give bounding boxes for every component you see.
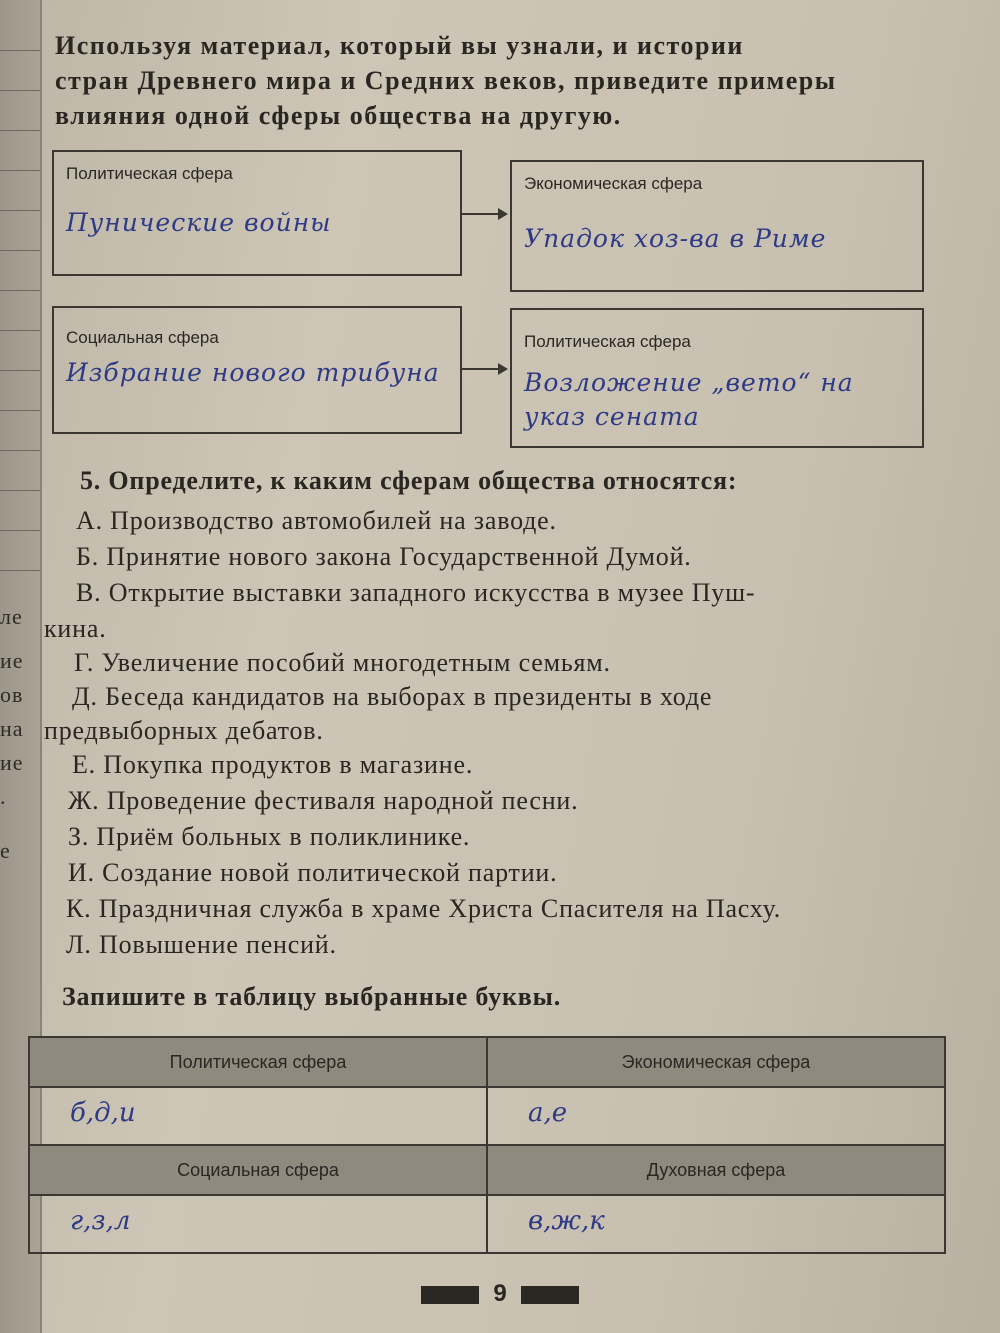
- question-5-title: 5. Определите, к каким сферам общества относятся:: [80, 466, 738, 495]
- question-item: предвыборных дебатов.: [44, 716, 324, 745]
- handwritten-answer: а,е: [528, 1098, 568, 1128]
- page-bar-left: [421, 1286, 479, 1304]
- sphere-box-economic: [510, 160, 924, 292]
- margin-word: ие: [0, 648, 24, 673]
- question-item: кина.: [44, 614, 107, 643]
- handwritten-answer: б,д,и: [70, 1098, 136, 1128]
- table-cell-economic[interactable]: [487, 1087, 945, 1145]
- question-item: Б. Принятие нового закона Государственной Думой.: [76, 542, 692, 571]
- task-line: Используя материал, который вы узнали, и истории: [55, 31, 744, 60]
- table-header-social: Социальная сфера: [29, 1145, 487, 1195]
- task-line: влияния одной сферы общества на другую.: [55, 101, 622, 130]
- question-item: Л. Повышение пенсий.: [66, 930, 337, 959]
- page-bar-right: [521, 1286, 579, 1304]
- margin-word: ие: [0, 750, 24, 775]
- arrow-right-icon: [460, 368, 506, 370]
- question-item: Г. Увеличение пособий многодетным семьям.: [74, 648, 611, 677]
- table-header-economic: Экономическая сфера: [487, 1037, 945, 1087]
- sphere-box-political-1: [52, 150, 462, 276]
- handwritten-answer: г,з,л: [70, 1206, 131, 1236]
- handwritten-answer: Упадок хоз-ва в Риме: [524, 224, 827, 253]
- box-label: Политическая сфера: [66, 164, 233, 183]
- margin-word: ов: [0, 682, 24, 707]
- handwritten-answer: в,ж,к: [528, 1206, 605, 1236]
- margin-word: ле: [0, 604, 23, 629]
- margin-word: на: [0, 716, 24, 741]
- question-item: В. Открытие выставки западного искусства в музее Пуш-: [76, 578, 756, 607]
- box-label: Экономическая сфера: [524, 174, 703, 193]
- box-label: Политическая сфера: [524, 332, 691, 351]
- question-item: А. Производство автомобилей на заводе.: [76, 506, 557, 535]
- question-item: Е. Покупка продуктов в магазине.: [72, 750, 474, 779]
- answer-table: [28, 1036, 946, 1254]
- question-item: Д. Беседа кандидатов на выборах в президенты в ходе: [72, 682, 713, 711]
- handwritten-answer: Возложение „вето“ на: [524, 368, 854, 397]
- sphere-box-political-2: [510, 308, 924, 448]
- table-cell-political[interactable]: [29, 1087, 487, 1145]
- table-header-political: Политическая сфера: [29, 1037, 487, 1087]
- table-header-spiritual: Духовная сфера: [487, 1145, 945, 1195]
- page-number-text: 9: [493, 1280, 507, 1307]
- table-cell-social[interactable]: [29, 1195, 487, 1253]
- question-item: З. Приём больных в поликлинике.: [68, 822, 471, 851]
- handwritten-answer: Избрание нового трибуна: [66, 358, 440, 387]
- task-instructions: [55, 28, 935, 133]
- page-number: [0, 1280, 1000, 1308]
- task-line: стран Древнего мира и Средних веков, приведите примеры: [55, 66, 837, 95]
- box-label: Социальная сфера: [66, 328, 219, 347]
- question-item: И. Создание новой политической партии.: [68, 858, 558, 887]
- handwritten-answer: указ сената: [524, 402, 700, 431]
- sphere-box-social: [52, 306, 462, 434]
- handwritten-answer: Пунические войны: [66, 208, 332, 237]
- question-item: Ж. Проведение фестиваля народной песни.: [68, 786, 579, 815]
- question-item: К. Праздничная служба в храме Христа Спасителя на Пасху.: [66, 894, 782, 923]
- margin-word: .: [0, 784, 7, 809]
- arrow-right-icon: [460, 213, 506, 215]
- margin-word: е: [0, 838, 11, 863]
- table-instruction: Запишите в таблицу выбранные буквы.: [62, 982, 562, 1011]
- table-cell-spiritual[interactable]: [487, 1195, 945, 1253]
